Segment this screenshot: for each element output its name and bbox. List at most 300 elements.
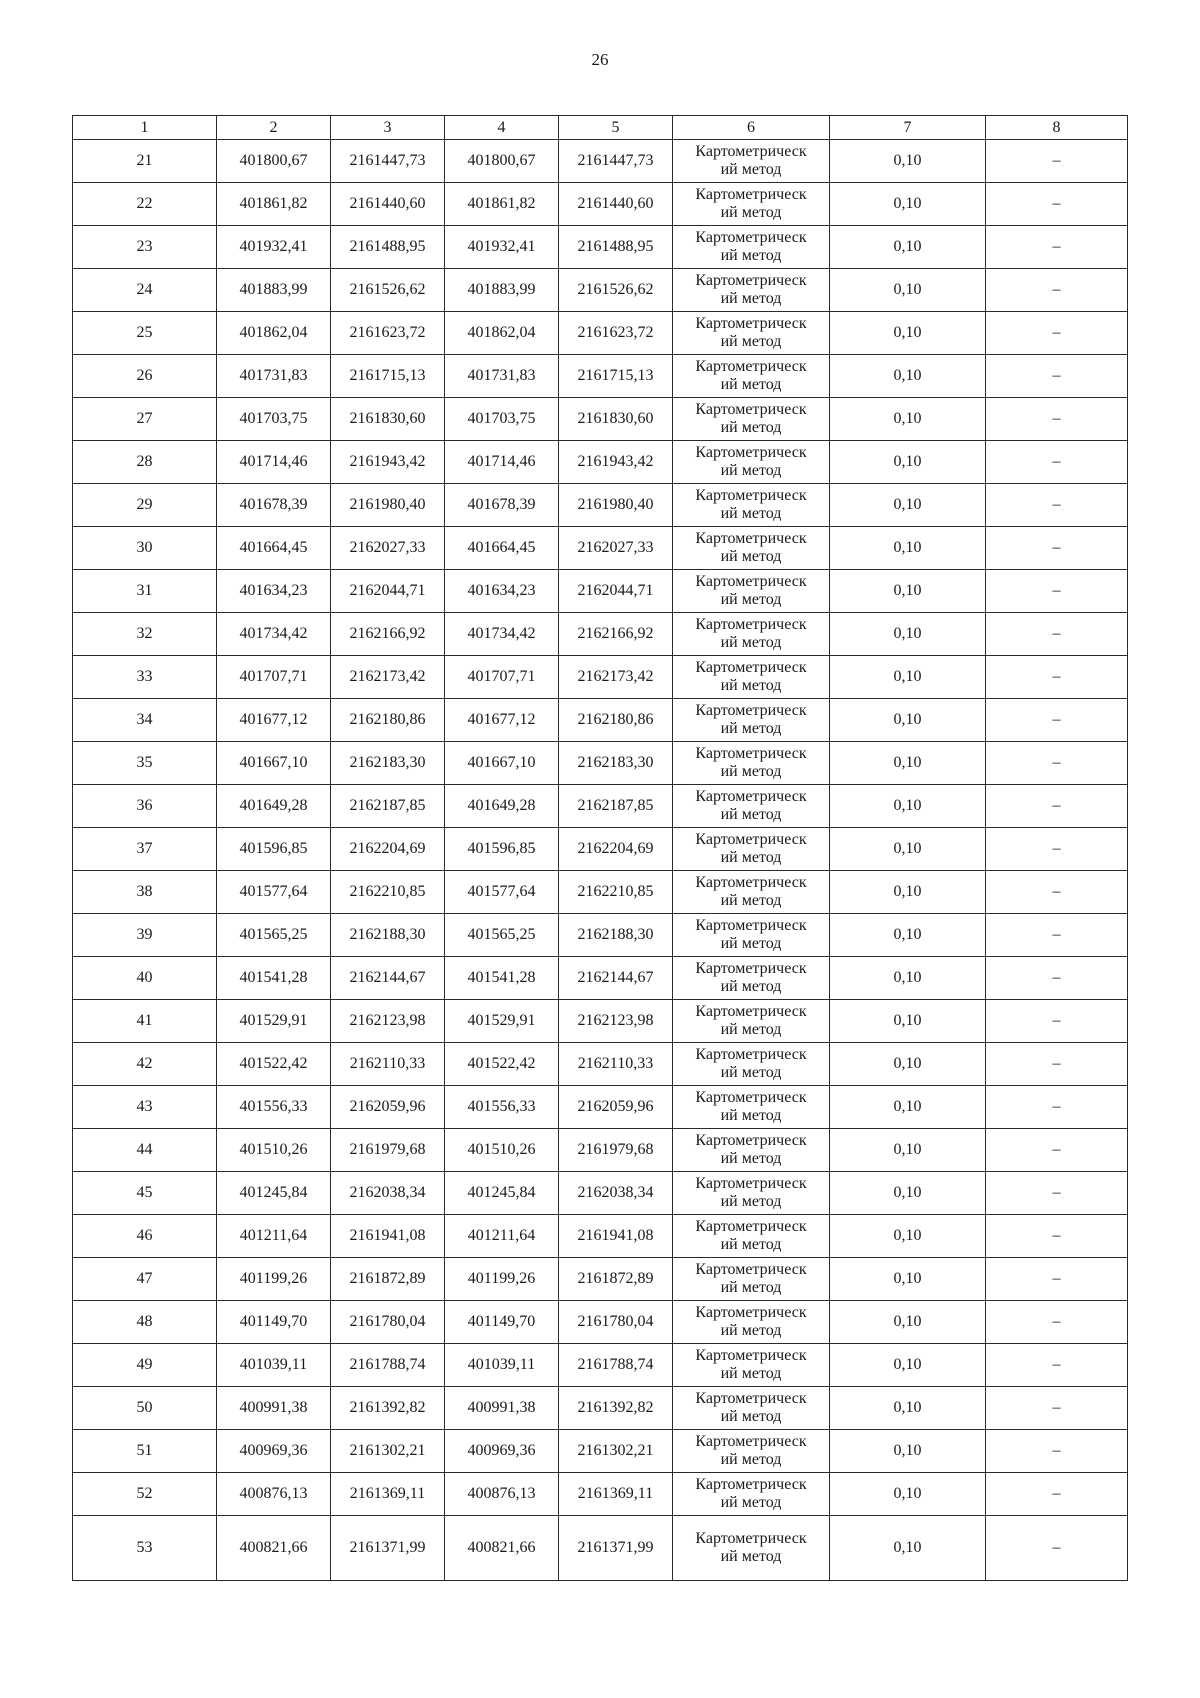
method-line-2: ий метод — [720, 419, 782, 436]
method-line-1: Картометрическ — [695, 1476, 807, 1493]
y-old-cell: 2161440,60 — [331, 183, 445, 226]
x-old-cell: 401883,99 — [217, 269, 331, 312]
x-old-cell: 401039,11 — [217, 1344, 331, 1387]
accuracy-cell: 0,10 — [830, 1301, 986, 1344]
point-number-cell: 34 — [73, 699, 217, 742]
method-line-2: ий метод — [720, 1279, 782, 1296]
method-line-1: Картометрическ — [695, 1304, 807, 1321]
x-old-cell: 401678,39 — [217, 484, 331, 527]
accuracy-cell: 0,10 — [830, 226, 986, 269]
y-new-cell: 2161623,72 — [559, 312, 673, 355]
point-number-cell: 35 — [73, 742, 217, 785]
method-line-1: Картометрическ — [695, 229, 807, 246]
accuracy-cell: 0,10 — [830, 871, 986, 914]
method-line-2: ий метод — [720, 204, 782, 221]
y-old-cell: 2162123,98 — [331, 1000, 445, 1043]
method-line-1: Картометрическ — [695, 1046, 807, 1063]
point-number-cell: 52 — [73, 1473, 217, 1516]
method-line-1: Картометрическ — [695, 1175, 807, 1192]
x-new-cell: 401800,67 — [445, 140, 559, 183]
method-line-2: ий метод — [720, 935, 782, 952]
x-old-cell: 401677,12 — [217, 699, 331, 742]
accuracy-cell: 0,10 — [830, 1129, 986, 1172]
point-number-cell: 50 — [73, 1387, 217, 1430]
method-line-1: Картометрическ — [695, 788, 807, 805]
note-cell: – — [986, 484, 1128, 527]
x-old-cell: 401861,82 — [217, 183, 331, 226]
method-cell — [673, 1043, 830, 1086]
x-new-cell: 401677,12 — [445, 699, 559, 742]
point-number-cell: 31 — [73, 570, 217, 613]
note-cell: – — [986, 699, 1128, 742]
note-cell: – — [986, 312, 1128, 355]
point-number-cell: 39 — [73, 914, 217, 957]
column-header: 7 — [830, 116, 986, 140]
table-row — [73, 398, 1128, 441]
method-line-1: Картометрическ — [695, 960, 807, 977]
point-number-cell: 40 — [73, 957, 217, 1000]
method-line-1: Картометрическ — [695, 401, 807, 418]
method-cell — [673, 1258, 830, 1301]
method-cell — [673, 1172, 830, 1215]
y-old-cell: 2161830,60 — [331, 398, 445, 441]
y-old-cell: 2162144,67 — [331, 957, 445, 1000]
method-line-1: Картометрическ — [695, 874, 807, 891]
method-cell — [673, 957, 830, 1000]
y-new-cell: 2162123,98 — [559, 1000, 673, 1043]
x-new-cell: 401734,42 — [445, 613, 559, 656]
method-line-2: ий метод — [720, 720, 782, 737]
method-cell — [673, 613, 830, 656]
method-line-2: ий метод — [720, 1365, 782, 1382]
accuracy-cell: 0,10 — [830, 183, 986, 226]
table-row — [73, 1344, 1128, 1387]
x-old-cell: 400991,38 — [217, 1387, 331, 1430]
x-old-cell: 401714,46 — [217, 441, 331, 484]
y-old-cell: 2161715,13 — [331, 355, 445, 398]
x-new-cell: 401678,39 — [445, 484, 559, 527]
table-row — [73, 140, 1128, 183]
method-line-1: Картометрическ — [695, 1433, 807, 1450]
point-number-cell: 49 — [73, 1344, 217, 1387]
x-new-cell: 401649,28 — [445, 785, 559, 828]
note-cell: – — [986, 1430, 1128, 1473]
note-cell: – — [986, 1258, 1128, 1301]
y-old-cell: 2162166,92 — [331, 613, 445, 656]
table-row — [73, 1129, 1128, 1172]
note-cell: – — [986, 269, 1128, 312]
x-old-cell: 401707,71 — [217, 656, 331, 699]
y-new-cell: 2162038,34 — [559, 1172, 673, 1215]
method-cell — [673, 1387, 830, 1430]
x-old-cell: 401734,42 — [217, 613, 331, 656]
table-row — [73, 1086, 1128, 1129]
note-cell: – — [986, 613, 1128, 656]
x-new-cell: 401149,70 — [445, 1301, 559, 1344]
x-old-cell: 401211,64 — [217, 1215, 331, 1258]
method-cell — [673, 1473, 830, 1516]
method-line-2: ий метод — [720, 1021, 782, 1038]
y-new-cell: 2162166,92 — [559, 613, 673, 656]
y-old-cell: 2161979,68 — [331, 1129, 445, 1172]
y-new-cell: 2162027,33 — [559, 527, 673, 570]
method-cell — [673, 742, 830, 785]
y-old-cell: 2161788,74 — [331, 1344, 445, 1387]
method-line-2: ий метод — [720, 1236, 782, 1253]
x-old-cell: 400969,36 — [217, 1430, 331, 1473]
method-cell — [673, 140, 830, 183]
x-old-cell: 401565,25 — [217, 914, 331, 957]
method-line-2: ий метод — [720, 161, 782, 178]
y-old-cell: 2161980,40 — [331, 484, 445, 527]
note-cell: – — [986, 1516, 1128, 1581]
table-row — [73, 957, 1128, 1000]
x-new-cell: 401731,83 — [445, 355, 559, 398]
point-number-cell: 22 — [73, 183, 217, 226]
method-line-1: Картометрическ — [695, 1347, 807, 1364]
point-number-cell: 38 — [73, 871, 217, 914]
x-new-cell: 401529,91 — [445, 1000, 559, 1043]
point-number-cell: 47 — [73, 1258, 217, 1301]
accuracy-cell: 0,10 — [830, 570, 986, 613]
accuracy-cell: 0,10 — [830, 957, 986, 1000]
accuracy-cell: 0,10 — [830, 1043, 986, 1086]
point-number-cell: 32 — [73, 613, 217, 656]
column-header: 8 — [986, 116, 1128, 140]
y-old-cell: 2162210,85 — [331, 871, 445, 914]
y-old-cell: 2162044,71 — [331, 570, 445, 613]
accuracy-cell: 0,10 — [830, 484, 986, 527]
y-old-cell: 2161369,11 — [331, 1473, 445, 1516]
point-number-cell: 30 — [73, 527, 217, 570]
table-row — [73, 1000, 1128, 1043]
x-new-cell: 401703,75 — [445, 398, 559, 441]
note-cell: – — [986, 1301, 1128, 1344]
accuracy-cell: 0,10 — [830, 140, 986, 183]
table-row — [73, 355, 1128, 398]
method-line-2: ий метод — [720, 1451, 782, 1468]
table-row — [73, 613, 1128, 656]
table-row — [73, 1473, 1128, 1516]
method-line-2: ий метод — [720, 247, 782, 264]
point-number-cell: 46 — [73, 1215, 217, 1258]
method-cell — [673, 1086, 830, 1129]
x-new-cell: 401510,26 — [445, 1129, 559, 1172]
method-cell — [673, 785, 830, 828]
y-new-cell: 2162110,33 — [559, 1043, 673, 1086]
y-old-cell: 2161488,95 — [331, 226, 445, 269]
accuracy-cell: 0,10 — [830, 1086, 986, 1129]
table-row — [73, 914, 1128, 957]
y-old-cell: 2162059,96 — [331, 1086, 445, 1129]
y-old-cell: 2161941,08 — [331, 1215, 445, 1258]
y-old-cell: 2161780,04 — [331, 1301, 445, 1344]
accuracy-cell: 0,10 — [830, 441, 986, 484]
x-new-cell: 401861,82 — [445, 183, 559, 226]
method-line-2: ий метод — [720, 1322, 782, 1339]
method-line-1: Картометрическ — [695, 573, 807, 590]
x-old-cell: 400821,66 — [217, 1516, 331, 1581]
x-new-cell: 400876,13 — [445, 1473, 559, 1516]
method-line-1: Картометрическ — [695, 358, 807, 375]
x-new-cell: 401039,11 — [445, 1344, 559, 1387]
y-old-cell: 2161526,62 — [331, 269, 445, 312]
y-new-cell: 2161830,60 — [559, 398, 673, 441]
x-new-cell: 401577,64 — [445, 871, 559, 914]
method-line-2: ий метод — [720, 978, 782, 995]
x-new-cell: 400969,36 — [445, 1430, 559, 1473]
point-number-cell: 53 — [73, 1516, 217, 1581]
point-number-cell: 24 — [73, 269, 217, 312]
y-new-cell: 2161526,62 — [559, 269, 673, 312]
x-old-cell: 401541,28 — [217, 957, 331, 1000]
note-cell: – — [986, 183, 1128, 226]
y-new-cell: 2161302,21 — [559, 1430, 673, 1473]
y-old-cell: 2161447,73 — [331, 140, 445, 183]
method-line-1: Картометрическ — [695, 143, 807, 160]
y-old-cell: 2162173,42 — [331, 656, 445, 699]
note-cell: – — [986, 1172, 1128, 1215]
method-line-1: Картометрическ — [695, 1003, 807, 1020]
accuracy-cell: 0,10 — [830, 1516, 986, 1581]
method-line-2: ий метод — [720, 892, 782, 909]
note-cell: – — [986, 140, 1128, 183]
x-new-cell: 401883,99 — [445, 269, 559, 312]
note-cell: – — [986, 957, 1128, 1000]
table-row — [73, 785, 1128, 828]
x-old-cell: 401149,70 — [217, 1301, 331, 1344]
note-cell: – — [986, 441, 1128, 484]
method-line-2: ий метод — [720, 677, 782, 694]
x-new-cell: 400991,38 — [445, 1387, 559, 1430]
note-cell: – — [986, 355, 1128, 398]
point-number-cell: 44 — [73, 1129, 217, 1172]
method-line-1: Картометрическ — [695, 272, 807, 289]
table-row — [73, 1430, 1128, 1473]
y-new-cell: 2162210,85 — [559, 871, 673, 914]
y-new-cell: 2162059,96 — [559, 1086, 673, 1129]
table-row — [73, 828, 1128, 871]
x-new-cell: 401862,04 — [445, 312, 559, 355]
method-cell — [673, 871, 830, 914]
note-cell: – — [986, 398, 1128, 441]
point-number-cell: 21 — [73, 140, 217, 183]
table-row — [73, 1301, 1128, 1344]
x-new-cell: 400821,66 — [445, 1516, 559, 1581]
y-new-cell: 2161488,95 — [559, 226, 673, 269]
x-old-cell: 401703,75 — [217, 398, 331, 441]
y-new-cell: 2161979,68 — [559, 1129, 673, 1172]
accuracy-cell: 0,10 — [830, 656, 986, 699]
point-number-cell: 25 — [73, 312, 217, 355]
method-line-2: ий метод — [720, 634, 782, 651]
y-new-cell: 2161392,82 — [559, 1387, 673, 1430]
accuracy-cell: 0,10 — [830, 1172, 986, 1215]
y-old-cell: 2161371,99 — [331, 1516, 445, 1581]
note-cell: – — [986, 828, 1128, 871]
method-line-2: ий метод — [720, 1548, 782, 1565]
method-line-2: ий метод — [720, 1107, 782, 1124]
x-new-cell: 401556,33 — [445, 1086, 559, 1129]
x-new-cell: 401565,25 — [445, 914, 559, 957]
x-old-cell: 401577,64 — [217, 871, 331, 914]
x-new-cell: 401541,28 — [445, 957, 559, 1000]
y-old-cell: 2162204,69 — [331, 828, 445, 871]
note-cell: – — [986, 656, 1128, 699]
x-new-cell: 401596,85 — [445, 828, 559, 871]
x-old-cell: 401667,10 — [217, 742, 331, 785]
x-old-cell: 401649,28 — [217, 785, 331, 828]
table-row — [73, 1172, 1128, 1215]
method-cell — [673, 1430, 830, 1473]
note-cell: – — [986, 226, 1128, 269]
table-row — [73, 312, 1128, 355]
method-cell — [673, 699, 830, 742]
method-line-1: Картометрическ — [695, 444, 807, 461]
table-row — [73, 1215, 1128, 1258]
method-line-2: ий метод — [720, 1193, 782, 1210]
method-cell — [673, 1301, 830, 1344]
accuracy-cell: 0,10 — [830, 1387, 986, 1430]
x-new-cell: 401245,84 — [445, 1172, 559, 1215]
method-cell — [673, 1516, 830, 1581]
note-cell: – — [986, 1387, 1128, 1430]
point-number-cell: 23 — [73, 226, 217, 269]
note-cell: – — [986, 1344, 1128, 1387]
column-header: 2 — [217, 116, 331, 140]
table-row — [73, 269, 1128, 312]
method-line-1: Картометрическ — [695, 745, 807, 762]
accuracy-cell: 0,10 — [830, 355, 986, 398]
method-line-1: Картометрическ — [695, 1089, 807, 1106]
y-new-cell: 2162183,30 — [559, 742, 673, 785]
x-new-cell: 401664,45 — [445, 527, 559, 570]
point-number-cell: 29 — [73, 484, 217, 527]
y-new-cell: 2162188,30 — [559, 914, 673, 957]
accuracy-cell: 0,10 — [830, 269, 986, 312]
y-old-cell: 2162027,33 — [331, 527, 445, 570]
method-cell — [673, 1000, 830, 1043]
note-cell: – — [986, 570, 1128, 613]
table-row — [73, 570, 1128, 613]
method-cell — [673, 914, 830, 957]
method-cell — [673, 441, 830, 484]
method-cell — [673, 226, 830, 269]
method-line-1: Картометрическ — [695, 659, 807, 676]
column-header: 5 — [559, 116, 673, 140]
x-new-cell: 401932,41 — [445, 226, 559, 269]
note-cell: – — [986, 1473, 1128, 1516]
x-old-cell: 401862,04 — [217, 312, 331, 355]
table-row — [73, 527, 1128, 570]
y-new-cell: 2161447,73 — [559, 140, 673, 183]
table-row — [73, 484, 1128, 527]
table-row — [73, 183, 1128, 226]
method-line-1: Картометрическ — [695, 530, 807, 547]
page-number: 26 — [591, 50, 609, 69]
x-old-cell: 401522,42 — [217, 1043, 331, 1086]
x-new-cell: 401634,23 — [445, 570, 559, 613]
y-new-cell: 2161440,60 — [559, 183, 673, 226]
y-new-cell: 2161788,74 — [559, 1344, 673, 1387]
point-number-cell: 43 — [73, 1086, 217, 1129]
method-line-1: Картометрическ — [695, 1530, 807, 1547]
table-row — [73, 226, 1128, 269]
x-old-cell: 401731,83 — [217, 355, 331, 398]
column-header: 3 — [331, 116, 445, 140]
x-old-cell: 400876,13 — [217, 1473, 331, 1516]
accuracy-cell: 0,10 — [830, 742, 986, 785]
y-old-cell: 2161872,89 — [331, 1258, 445, 1301]
table-row — [73, 1387, 1128, 1430]
method-line-2: ий метод — [720, 849, 782, 866]
note-cell: – — [986, 1086, 1128, 1129]
accuracy-cell: 0,10 — [830, 785, 986, 828]
point-number-cell: 42 — [73, 1043, 217, 1086]
y-old-cell: 2162183,30 — [331, 742, 445, 785]
point-number-cell: 33 — [73, 656, 217, 699]
note-cell: – — [986, 1000, 1128, 1043]
x-old-cell: 401634,23 — [217, 570, 331, 613]
x-new-cell: 401522,42 — [445, 1043, 559, 1086]
point-number-cell: 37 — [73, 828, 217, 871]
y-new-cell: 2162187,85 — [559, 785, 673, 828]
method-line-2: ий метод — [720, 763, 782, 780]
method-cell — [673, 355, 830, 398]
coordinates-table — [72, 115, 1128, 1581]
method-cell — [673, 527, 830, 570]
method-line-1: Картометрическ — [695, 1132, 807, 1149]
note-cell: – — [986, 914, 1128, 957]
x-new-cell: 401199,26 — [445, 1258, 559, 1301]
accuracy-cell: 0,10 — [830, 1430, 986, 1473]
point-number-cell: 28 — [73, 441, 217, 484]
x-old-cell: 401529,91 — [217, 1000, 331, 1043]
table-row — [73, 1516, 1128, 1581]
accuracy-cell: 0,10 — [830, 398, 986, 441]
method-cell — [673, 570, 830, 613]
y-old-cell: 2162038,34 — [331, 1172, 445, 1215]
y-new-cell: 2161780,04 — [559, 1301, 673, 1344]
column-header: 6 — [673, 116, 830, 140]
y-old-cell: 2162188,30 — [331, 914, 445, 957]
y-old-cell: 2162187,85 — [331, 785, 445, 828]
y-new-cell: 2161941,08 — [559, 1215, 673, 1258]
note-cell: – — [986, 871, 1128, 914]
method-line-1: Картометрическ — [695, 831, 807, 848]
method-cell — [673, 828, 830, 871]
method-line-2: ий метод — [720, 806, 782, 823]
note-cell: – — [986, 1129, 1128, 1172]
accuracy-cell: 0,10 — [830, 1258, 986, 1301]
method-line-2: ий метод — [720, 1494, 782, 1511]
method-line-1: Картометрическ — [695, 1218, 807, 1235]
y-new-cell: 2162204,69 — [559, 828, 673, 871]
y-new-cell: 2162144,67 — [559, 957, 673, 1000]
note-cell: – — [986, 1215, 1128, 1258]
method-cell — [673, 484, 830, 527]
method-line-2: ий метод — [720, 1064, 782, 1081]
y-new-cell: 2161369,11 — [559, 1473, 673, 1516]
table-row — [73, 699, 1128, 742]
method-cell — [673, 656, 830, 699]
table-row — [73, 656, 1128, 699]
y-new-cell: 2161715,13 — [559, 355, 673, 398]
accuracy-cell: 0,10 — [830, 914, 986, 957]
point-number-cell: 36 — [73, 785, 217, 828]
column-header: 1 — [73, 116, 217, 140]
y-new-cell: 2161980,40 — [559, 484, 673, 527]
